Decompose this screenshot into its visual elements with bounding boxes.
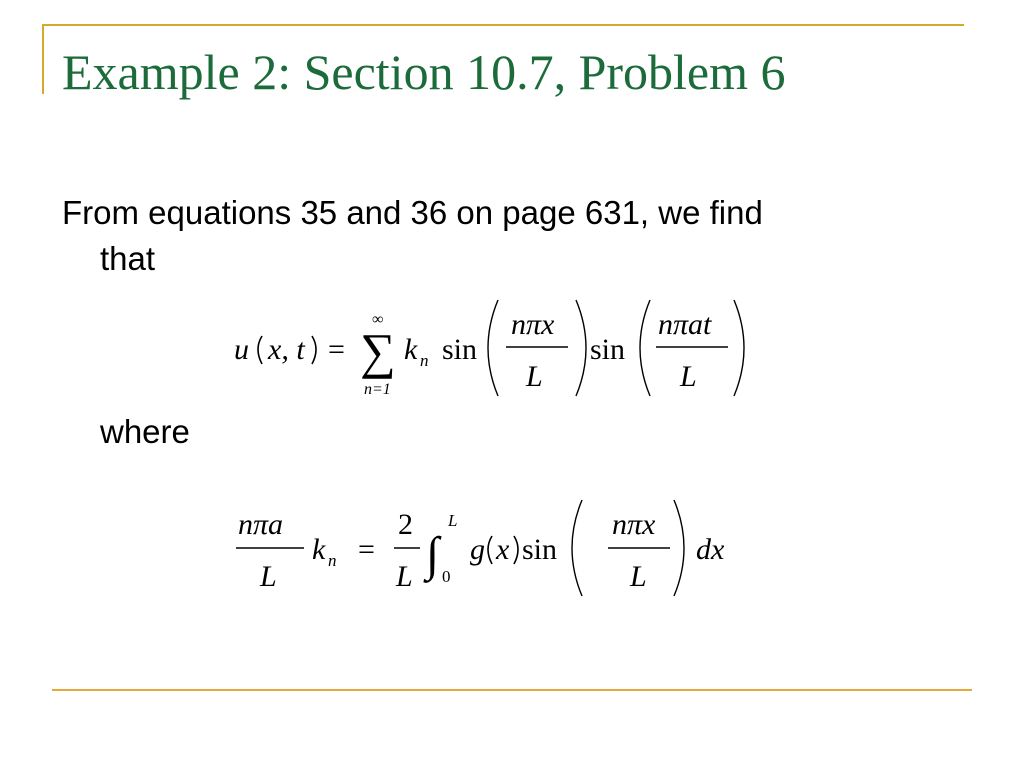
eq2-sin: sin	[522, 533, 558, 566]
eq1-lhs-paren-right	[312, 336, 316, 364]
intro-line-1: From equations 35 and 36 on page 631, we find	[62, 194, 763, 231]
eq1-paren1-left	[488, 300, 498, 396]
eq2-func: g	[470, 533, 485, 566]
equation-coefficient	[232, 496, 752, 611]
eq2-const-num: 2	[398, 508, 413, 541]
frame-top-rule	[42, 24, 964, 26]
eq1-equals: =	[328, 333, 345, 366]
footer-rule	[52, 689, 972, 691]
eq1-frac2-den: L	[680, 360, 697, 393]
eq1-coef-sub: n	[420, 351, 429, 370]
eq2-const-den: L	[396, 560, 413, 593]
eq1-u: u	[234, 333, 249, 366]
eq2-func-paren-left	[488, 536, 492, 564]
eq2-int-lower: 0	[442, 567, 451, 586]
eq1-sin-2: sin	[590, 333, 626, 366]
eq2-frac-den: L	[630, 560, 647, 593]
eq1-frac1-num: nπx	[511, 308, 555, 341]
where-label: where	[100, 413, 190, 450]
eq2-lhs-num: nπa	[238, 508, 284, 541]
eq2-func-arg: x	[496, 533, 510, 566]
eq1-sum-symbol: ∑	[360, 323, 396, 379]
eq2-differential: dx	[696, 533, 725, 566]
intro-paragraph	[62, 190, 932, 282]
eq2-func-paren-right	[514, 536, 518, 564]
eq1-sin-1: sin	[442, 333, 478, 366]
eq2-coef: k	[312, 533, 326, 566]
eq1-coef: k	[404, 333, 418, 366]
eq1-paren2-right	[734, 300, 744, 396]
eq1-paren2-left	[640, 300, 650, 396]
eq2-integral-symbol: ∫	[426, 528, 440, 581]
equation-series-svg	[228, 296, 758, 406]
intro-line-2: that	[100, 240, 156, 277]
eq2-frac-num: nπx	[612, 508, 656, 541]
eq1-lhs-paren-left	[258, 336, 262, 364]
eq2-coef-sub: n	[328, 551, 337, 570]
eq1-sum-upper: ∞	[372, 311, 384, 328]
eq1-sum-lower: n=1	[364, 381, 391, 398]
eq1-frac2-num: nπat	[658, 308, 712, 341]
equation-coefficient-svg	[232, 496, 752, 606]
slide-title: Example 2: Section 10.7, Problem 6	[62, 44, 786, 100]
eq2-equals: =	[358, 533, 375, 566]
frame-left-rule	[42, 24, 44, 94]
eq2-paren-right	[674, 500, 684, 596]
eq1-paren1-right	[576, 300, 586, 396]
eq1-frac1-den: L	[526, 360, 543, 393]
equation-series	[228, 296, 758, 411]
eq2-paren-left	[572, 500, 582, 596]
eq2-lhs-den: L	[260, 560, 277, 593]
eq1-args: x, t	[268, 333, 305, 366]
eq2-int-upper: L	[448, 511, 458, 530]
